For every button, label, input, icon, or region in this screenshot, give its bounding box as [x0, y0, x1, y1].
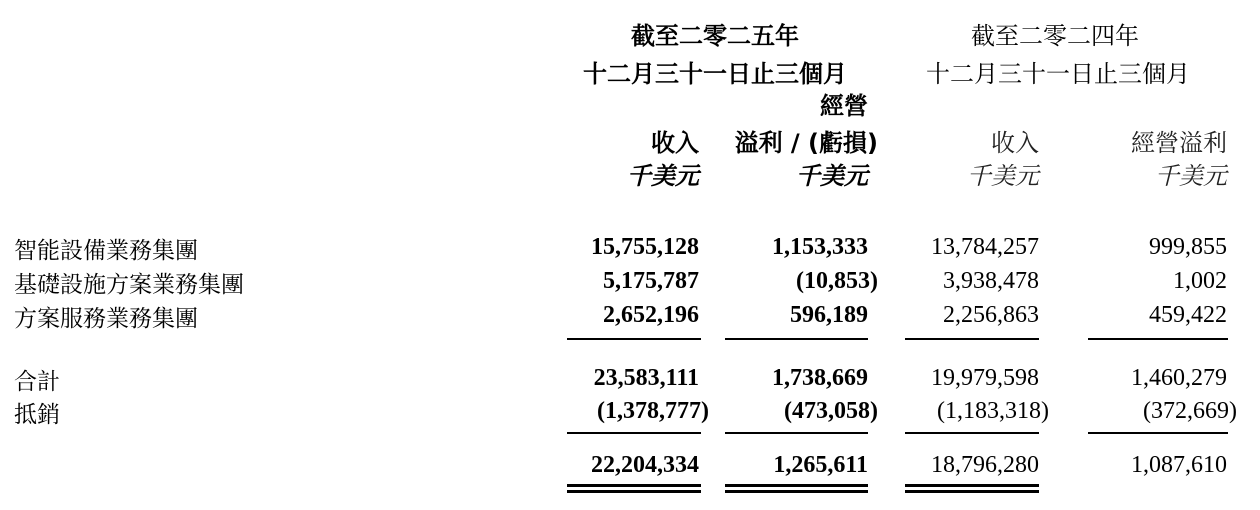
cell-revenue-2025: 5,175,787	[603, 268, 699, 294]
elimination-revenue-2024: (1,183,318)	[937, 398, 1049, 424]
col-revenue-2024: 收入	[991, 129, 1039, 157]
cell-op-profit-2024: 459,422	[1149, 302, 1227, 328]
double-underline	[725, 484, 868, 493]
unit-revenue-2025: 千美元	[627, 162, 699, 190]
col-revenue-2025: 收入	[651, 129, 699, 157]
total-op-profit-2025: 1,738,669	[772, 365, 868, 391]
cell-op-profit-2025: (10,853)	[796, 268, 878, 294]
unit-revenue-2024: 千美元	[967, 162, 1039, 190]
period-2024-heading-line2: 十二月三十一日止三個月	[926, 60, 1190, 88]
cell-revenue-2024: 3,938,478	[943, 268, 1039, 294]
cell-revenue-2025: 15,755,128	[591, 234, 699, 260]
cell-revenue-2024: 2,256,863	[943, 302, 1039, 328]
total-rule	[567, 432, 701, 434]
total-revenue-2024: 19,979,598	[931, 365, 1039, 391]
cell-op-profit-2025: 596,189	[790, 302, 868, 328]
cell-op-profit-2025: 1,153,333	[772, 234, 868, 260]
total-label: 合計	[14, 369, 60, 395]
elimination-op-profit-2024: (372,669)	[1143, 398, 1237, 424]
unit-op-profit-2025: 千美元	[796, 162, 868, 190]
elimination-label: 抵銷	[14, 402, 60, 428]
col-op-profit-2025-line2: 溢利 / (虧損)	[734, 129, 878, 157]
subtotal-rule	[567, 338, 701, 340]
cell-op-profit-2024: 1,002	[1173, 268, 1227, 294]
total-op-profit-2024: 1,460,279	[1131, 365, 1227, 391]
total-rule	[905, 432, 1039, 434]
double-underline	[567, 484, 701, 493]
grand-total-revenue-2024: 18,796,280	[931, 452, 1039, 478]
unit-op-profit-2024: 千美元	[1155, 162, 1227, 190]
cell-op-profit-2024: 999,855	[1149, 234, 1227, 260]
period-2024-heading-line1: 截至二零二四年	[971, 22, 1139, 50]
elimination-revenue-2025: (1,378,777)	[597, 398, 709, 424]
grand-total-op-profit-2024: 1,087,610	[1131, 452, 1227, 478]
period-2025-heading-line1: 截至二零二五年	[631, 22, 799, 50]
subtotal-rule	[725, 338, 868, 340]
subtotal-rule	[1088, 338, 1228, 340]
cell-revenue-2024: 13,784,257	[931, 234, 1039, 260]
grand-total-revenue-2025: 22,204,334	[591, 452, 699, 478]
elimination-op-profit-2025: (473,058)	[784, 398, 878, 424]
col-op-profit-2024: 經營溢利	[1131, 129, 1227, 157]
col-op-profit-2025-line1: 經營	[820, 92, 868, 120]
double-underline	[905, 484, 1039, 493]
cell-revenue-2025: 2,652,196	[603, 302, 699, 328]
total-rule	[725, 432, 868, 434]
period-2025-heading-line2: 十二月三十一日止三個月	[583, 60, 847, 88]
row-label: 方案服務業務集團	[14, 306, 198, 332]
grand-total-op-profit-2025: 1,265,611	[773, 452, 868, 478]
row-label: 智能設備業務集團	[14, 238, 198, 264]
total-rule	[1088, 432, 1228, 434]
total-revenue-2025: 23,583,111	[593, 365, 699, 391]
subtotal-rule	[905, 338, 1039, 340]
row-label: 基礎設施方案業務集團	[14, 272, 244, 298]
